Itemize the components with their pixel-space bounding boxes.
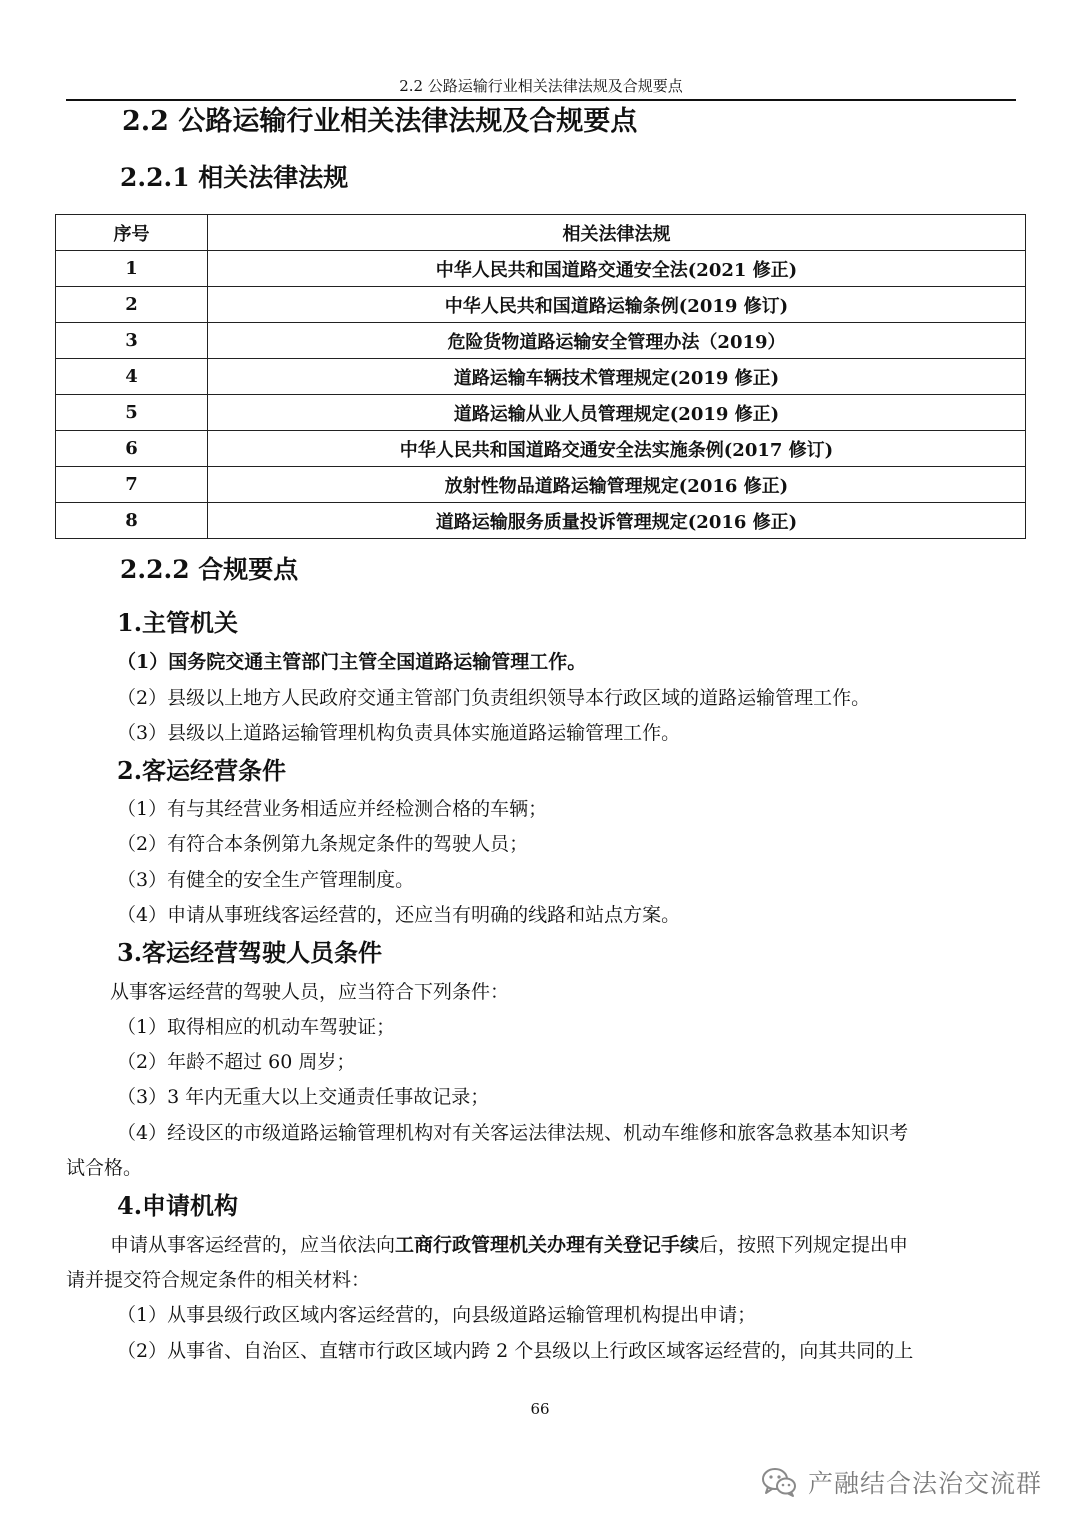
row-number: 7 [56, 467, 208, 503]
list-item: （4）经设区的市级道路运输管理机构对有关客运法律法规、机动车维修和旅客急救基本知识考 [117, 1122, 909, 1144]
subsection-title-compliance: 2.2.2 合规要点 [120, 555, 299, 584]
intro-text: 申请从事客运经营的，应当依法向 [110, 1234, 396, 1256]
law-name: 危险货物道路运输安全管理办法（2019） [208, 323, 1026, 359]
list-item: （1）有与其经营业务相适应并经检测合格的车辆； [117, 798, 548, 820]
table-row [56, 395, 1026, 431]
row-number: 2 [56, 287, 208, 323]
list-item: （2）年龄不超过 60 周岁； [117, 1051, 356, 1073]
point-title-authority: 1.主管机关 [117, 608, 239, 637]
list-item: （3）3 年内无重大以上交通责任事故记录； [117, 1086, 490, 1108]
table-row [56, 467, 1026, 503]
table-row [56, 359, 1026, 395]
law-name: 放射性物品道路运输管理规定(2016 修正) [208, 467, 1026, 503]
running-header: 2.2 公路运输行业相关法律法规及合规要点 [399, 77, 683, 95]
law-name: 中华人民共和国道路交通安全法(2021 修正) [208, 251, 1026, 287]
list-item: （1）从事县级行政区域内客运经营的，向县级道路运输管理机构提出申请； [117, 1304, 757, 1326]
list-item: （2）有符合本条例第九条规定条件的驾驶人员； [117, 833, 529, 855]
row-number: 3 [56, 323, 208, 359]
point-title-application-authority: 4.申请机构 [117, 1191, 239, 1220]
list-item: （2）从事省、自治区、直辖市行政区域内跨 2 个县级以上行政区域客运经营的，向其共同的上 [117, 1340, 914, 1362]
list-item-continuation: 试合格。 [66, 1157, 143, 1179]
watermark [760, 1462, 1042, 1502]
intro-emphasis: 工商行政管理机关办理有关登记手续 [395, 1234, 700, 1256]
list-item: （4）申请从事班线客运经营的，还应当有明确的线路和站点方案。 [117, 904, 681, 926]
list-item: （3）县级以上道路运输管理机构负责具体实施道路运输管理工作。 [117, 722, 681, 744]
law-name: 道路运输从业人员管理规定(2019 修正) [208, 395, 1026, 431]
watermark-text: 产融结合法治交流群 [808, 1469, 1043, 1498]
law-name: 道路运输车辆技术管理规定(2019 修正) [208, 359, 1026, 395]
wechat-icon [760, 1466, 798, 1498]
law-name: 中华人民共和国道路交通安全法实施条例(2017 修订) [208, 431, 1026, 467]
subsection-title-laws: 2.2.1 相关法律法规 [120, 163, 349, 192]
section-title: 2.2 公路运输行业相关法律法规及合规要点 [122, 106, 638, 137]
row-number: 4 [56, 359, 208, 395]
table-header-cell: 相关法律法规 [208, 215, 1026, 251]
table-row [56, 503, 1026, 539]
table-row [56, 251, 1026, 287]
list-item: （3）有健全的安全生产管理制度。 [117, 869, 415, 891]
paragraph-continuation: 请并提交符合规定条件的相关材料： [66, 1269, 371, 1291]
header-rule [66, 99, 1016, 101]
row-number: 8 [56, 503, 208, 539]
law-name: 中华人民共和国道路运输条例(2019 修订) [208, 287, 1026, 323]
list-item: （2）县级以上地方人民政府交通主管部门负责组织领导本行政区域的道路运输管理工作。 [117, 687, 871, 709]
table-row [56, 287, 1026, 323]
list-item: （1）取得相应的机动车驾驶证； [117, 1016, 396, 1038]
list-item: （1）国务院交通主管部门主管全国道路运输管理工作。 [117, 651, 587, 673]
page-number: 66 [530, 1400, 550, 1418]
row-number: 5 [56, 395, 208, 431]
laws-table [55, 214, 1026, 539]
intro-text: 后，按照下列规定提出申 [699, 1234, 909, 1256]
law-name: 道路运输服务质量投诉管理规定(2016 修正) [208, 503, 1026, 539]
table-header-row [56, 215, 1026, 251]
point-title-operating-conditions: 2.客运经营条件 [117, 756, 287, 785]
point-title-driver-conditions: 3.客运经营驾驶人员条件 [117, 938, 383, 967]
paragraph-intro: 从事客运经营的驾驶人员，应当符合下列条件： [110, 981, 510, 1003]
table-row [56, 323, 1026, 359]
row-number: 6 [56, 431, 208, 467]
table-row [56, 431, 1026, 467]
row-number: 1 [56, 251, 208, 287]
table-header-cell: 序号 [56, 215, 208, 251]
paragraph-intro [110, 1232, 908, 1258]
